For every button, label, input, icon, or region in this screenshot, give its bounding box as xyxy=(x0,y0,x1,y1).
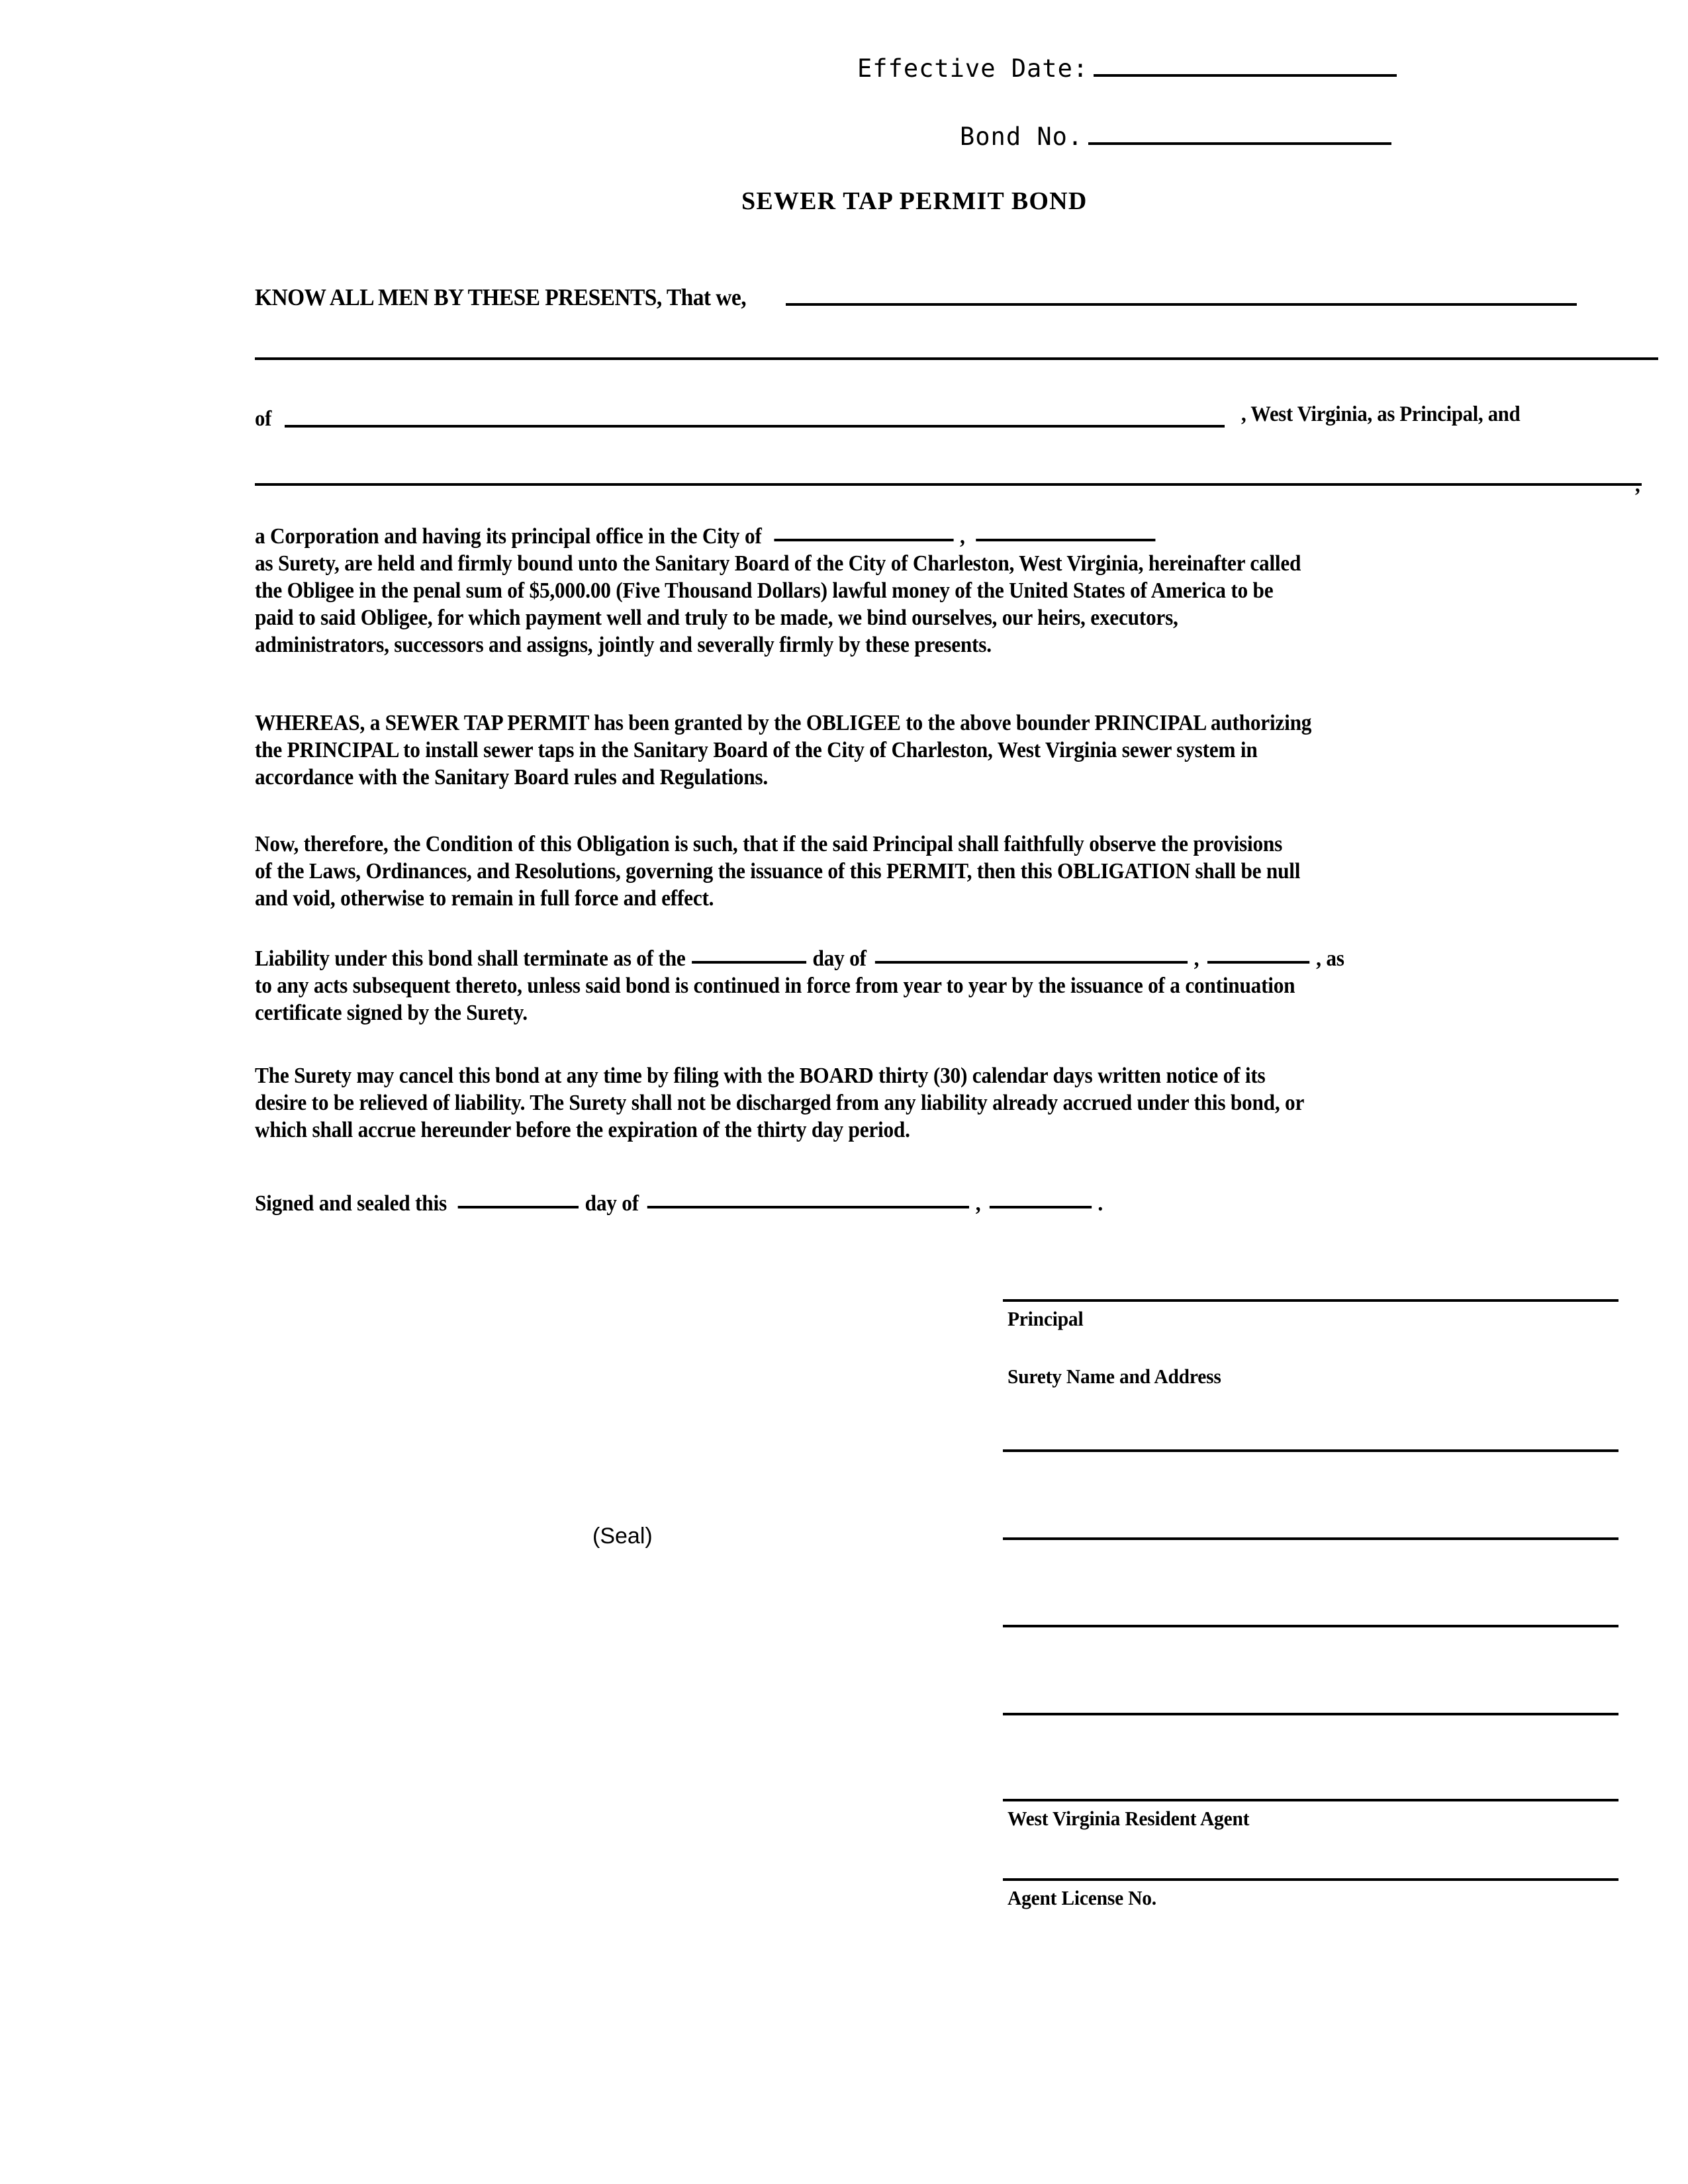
para4-day-of-label: day of xyxy=(812,946,867,971)
signed-sealed-line xyxy=(255,1190,1658,1217)
termination-day-blank[interactable] xyxy=(692,961,806,964)
signed-day-blank[interactable] xyxy=(458,1206,579,1208)
para5-line2: desire to be relieved of liability. The Surety shall not be discharged from any liability already accrued under this bond, or xyxy=(255,1091,1305,1115)
para1-line1: a Corporation and having its principal office in the City of xyxy=(255,524,762,549)
paragraph-condition xyxy=(255,831,1658,912)
signed-day-of-label: day of xyxy=(585,1191,639,1216)
para2-line1: WHEREAS, a SEWER TAP PERMIT has been granted by the OBLIGEE to the above bounder PRINCIPAL authorizing xyxy=(255,711,1312,735)
para1-line4: paid to said Obligee, for which payment well and truly to be made, we bind ourselves, our heirs, executors, xyxy=(255,606,1178,630)
para1-line3: the Obligee in the penal sum of $5,000.00 (Five Thousand Dollars) lawful money of the United States of America to be xyxy=(255,578,1274,603)
bond-no-blank[interactable] xyxy=(1088,142,1391,145)
state-blank[interactable] xyxy=(976,539,1156,541)
surety-address-line-1[interactable] xyxy=(1003,1449,1618,1452)
para5-line3: which shall accrue hereunder before the expiration of the thirty day period. xyxy=(255,1118,910,1142)
know-all-men-label: KNOW ALL MEN BY THESE PRESENTS, That we, xyxy=(255,284,747,310)
signed-period: . xyxy=(1098,1191,1103,1216)
signed-year-blank[interactable] xyxy=(990,1206,1092,1208)
paragraph-whereas xyxy=(255,709,1658,791)
para3-line1: Now, therefore, the Condition of this Obligation is such, that if the said Principal shall faithfully observe the provisions xyxy=(255,832,1283,856)
know-all-men-line xyxy=(255,283,1658,311)
principal-name-blank-2[interactable] xyxy=(255,357,1658,360)
para2-line3: accordance with the Sanitary Board rules and Regulations. xyxy=(255,765,768,790)
effective-date-label: Effective Date: xyxy=(857,54,1089,83)
principal-name-blank-1[interactable] xyxy=(786,303,1577,306)
principal-state-text: , West Virginia, as Principal, and xyxy=(1241,402,1521,426)
termination-year-blank[interactable] xyxy=(1207,961,1309,964)
para1-line5: administrators, successors and assigns, jointly and severally firmly by these presents. xyxy=(255,633,992,657)
surety-address-line-3[interactable] xyxy=(1003,1625,1618,1627)
signed-comma: , xyxy=(975,1191,981,1216)
surety-address-line-2[interactable] xyxy=(1003,1537,1618,1540)
seal-label: (Seal) xyxy=(592,1524,653,1549)
para4-line2: to any acts subsequent thereto, unless said bond is continued in force from year to year by the issuance of a continuation xyxy=(255,974,1295,998)
paragraph-liability xyxy=(255,945,1658,1026)
resident-agent-signature-line[interactable] xyxy=(1003,1799,1618,1801)
paragraph-corporation xyxy=(255,523,1658,659)
surety-name-address-label: Surety Name and Address xyxy=(1008,1365,1221,1388)
signed-sealed-label: Signed and sealed this xyxy=(255,1191,447,1216)
para1-line2: as Surety, are held and firmly bound unto the Sanitary Board of the City of Charleston, West Virginia, hereinafter called xyxy=(255,551,1301,576)
page-title: SEWER TAP PERMIT BOND xyxy=(741,187,1088,215)
para1-comma-1: , xyxy=(960,524,965,549)
para5-line1: The Surety may cancel this bond at any time by filing with the BOARD thirty (30) calendar days written notice of its xyxy=(255,1064,1266,1088)
surety-address-line-4[interactable] xyxy=(1003,1713,1618,1715)
form-sheet xyxy=(106,0,1640,2131)
effective-date-field[interactable] xyxy=(857,54,1397,83)
surety-name-blank[interactable] xyxy=(255,483,1642,486)
para4-line1-lead: Liability under this bond shall terminate as of the xyxy=(255,946,686,971)
city-blank[interactable] xyxy=(774,539,953,541)
bond-no-label: Bond No. xyxy=(960,122,1084,151)
bond-no-field[interactable] xyxy=(960,122,1391,151)
effective-date-blank[interactable] xyxy=(1094,74,1397,77)
principal-signature-label: Principal xyxy=(1008,1307,1084,1330)
surety-name-comma: , xyxy=(1635,473,1640,497)
para2-line2: the PRINCIPAL to install sewer taps in the Sanitary Board of the City of Charleston, West Virginia sewer system in xyxy=(255,738,1258,762)
principal-signature-line[interactable] xyxy=(1003,1299,1618,1302)
of-label: of xyxy=(255,407,272,431)
termination-month-blank[interactable] xyxy=(875,961,1188,964)
resident-agent-label: West Virginia Resident Agent xyxy=(1008,1807,1250,1830)
para4-line3: certificate signed by the Surety. xyxy=(255,1001,528,1025)
para4-tail: , as xyxy=(1316,946,1344,971)
agent-license-line[interactable] xyxy=(1003,1878,1618,1881)
para3-line2: of the Laws, Ordinances, and Resolutions, governing the issuance of this PERMIT, then this OBLIGATION shall be null xyxy=(255,859,1301,884)
para3-line3: and void, otherwise to remain in full force and effect. xyxy=(255,886,714,911)
paragraph-cancellation xyxy=(255,1062,1658,1144)
signed-month-blank[interactable] xyxy=(647,1206,969,1208)
principal-address-blank[interactable] xyxy=(285,425,1225,428)
agent-license-label: Agent License No. xyxy=(1008,1886,1156,1909)
para4-comma-1: , xyxy=(1194,946,1199,971)
